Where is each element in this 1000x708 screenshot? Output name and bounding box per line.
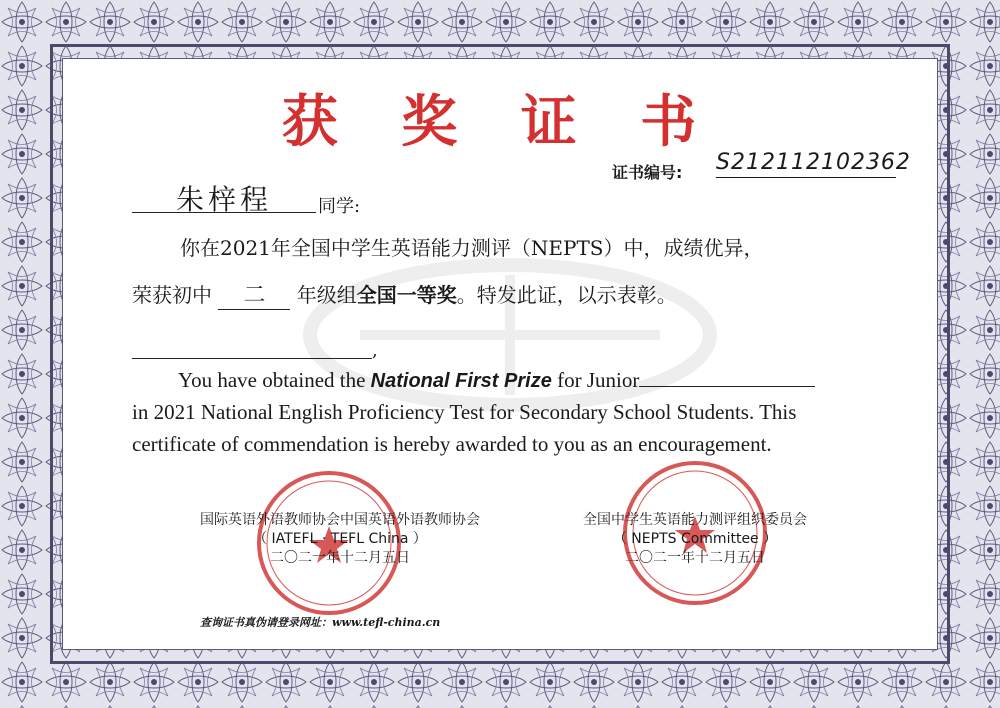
left-org-abbr: （ IATEFL · TEFL China ） xyxy=(253,531,427,547)
english-body-line-3: certificate of commendation is hereby awarded to you as an encouragement. xyxy=(132,432,772,456)
signature-left xyxy=(150,511,530,568)
grade-field: 二 xyxy=(218,278,290,310)
right-date: 二〇二一年十二月五日 xyxy=(625,550,765,566)
left-org-name: 国际英语外语教师协会中国英语外语教师协会 xyxy=(200,512,480,528)
award-english: National First Prize xyxy=(370,370,552,392)
english-body-line-1 xyxy=(178,368,815,393)
english-name-blank xyxy=(132,340,372,359)
english-body-line-2: in 2021 National English Proficiency Test for Secondary School Students. This xyxy=(132,400,797,424)
right-org-name: 全国中学生英语能力测评组织委员会 xyxy=(583,512,807,528)
verification-url: 查询证书真伪请登录网址：www.tefl-china.cn xyxy=(200,616,441,629)
line2-prefix: 荣获初中 xyxy=(132,283,212,307)
line2-suffix: 。特发此证，以示表彰。 xyxy=(456,283,677,307)
chinese-body-line-2 xyxy=(132,278,677,310)
award-chinese: 全国一等奖 xyxy=(356,283,457,307)
line2-mid: 年级组 xyxy=(296,283,357,307)
junior-grade-blank xyxy=(639,368,815,387)
left-date: 二〇二一年十二月五日 xyxy=(270,550,410,566)
english-name-comma: , xyxy=(372,340,378,361)
en-line1-suffix: for Junior xyxy=(551,368,640,392)
certificate-number-label: 证书编号: xyxy=(612,163,683,182)
signature-right xyxy=(530,511,860,568)
en-line1-prefix: You have obtained the xyxy=(178,368,371,392)
chinese-body-line-1: 你在2021年全国中学生英语能力测评（NEPTS）中，成绩优异， xyxy=(180,236,764,260)
right-org-abbr: （ NEPTS Committee ） xyxy=(612,531,778,547)
certificate-title: 获 奖 证 书 xyxy=(281,89,719,155)
recipient-name: 朱梓程 xyxy=(132,178,316,213)
watermark xyxy=(300,250,720,420)
certificate-number-value: S212112102362 xyxy=(716,150,896,178)
classmate-suffix: 同学: xyxy=(318,196,361,217)
